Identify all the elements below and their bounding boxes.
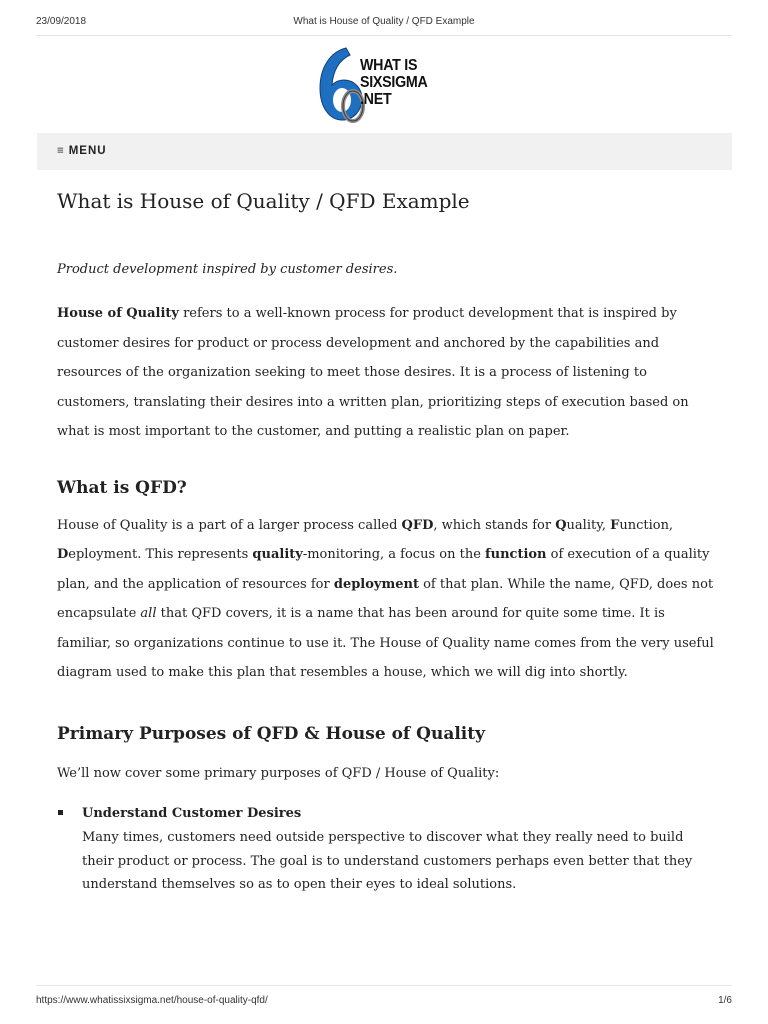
list-item xyxy=(57,802,717,897)
menu-label: MENU xyxy=(68,145,107,157)
purposes-list xyxy=(57,802,717,897)
section-heading-purposes: Primary Purposes of QFD & House of Quality xyxy=(57,723,485,744)
article-content xyxy=(57,180,717,897)
qfd-paragraph: House of Quality is a part of a larger process called QFD, which stands for Quality, Function, Deployment. This represents quality-monitoring, a focus on the function of execution of a quality plan, and the application of resources for deployment of that plan. While the name, QFD, does not encapsulate all that QFD covers, it is a name that has been around for quite some time. It is familiar, so organizations continue to use it. The House of Quality name comes from the very useful diagram used to make this plan that resembles a house, which we will dig into shortly. xyxy=(57,517,714,680)
footer-divider xyxy=(36,985,732,986)
article-tagline: Product development inspired by customer desires. xyxy=(57,262,398,277)
logo-text-line1: WHAT IS xyxy=(360,57,418,74)
intro-bold-term: House of Quality xyxy=(57,306,179,321)
hamburger-icon: ≡ xyxy=(57,145,65,157)
page-title: What is House of Quality / QFD Example xyxy=(57,189,470,213)
header-divider xyxy=(36,35,732,36)
print-document-title: What is House of Quality / QFD Example xyxy=(293,16,475,27)
bullet-icon xyxy=(58,810,63,815)
logo-text-line3: .NET xyxy=(360,91,392,108)
intro-paragraph: House of Quality refers to a well-known process for product development that is inspired by customer desires for product or process development and anchored by the capabilities and resources of the organization seeking to meet those desires. It is a process of listening to customers, translating their desires into a written plan, prioritizing steps of execution based on what is most important to the customer, and putting a realistic plan on paper. xyxy=(57,306,689,439)
menu-button[interactable] xyxy=(57,133,107,170)
logo-text-line2: SIXSIGMA xyxy=(360,74,428,91)
page-url-link[interactable]: https://www.whatissixsigma.net/house-of-quality-qfd/ xyxy=(36,995,268,1006)
purpose-description: Many times, customers need outside perspective to discover what they really need to build their product or process. The goal is to understand customers perhaps even better that they understand themselves so as to open their eyes to ideal solutions. xyxy=(82,830,693,892)
site-logo[interactable] xyxy=(312,44,462,126)
print-header xyxy=(36,16,732,32)
print-footer xyxy=(36,995,732,1011)
purposes-intro: We’ll now cover some primary purposes of QFD / House of Quality: xyxy=(57,765,500,781)
section-heading-qfd: What is QFD? xyxy=(57,477,187,498)
print-date: 23/09/2018 xyxy=(36,16,87,27)
page-number: 1/6 xyxy=(718,995,732,1006)
purpose-title: Understand Customer Desires xyxy=(82,806,302,821)
menu-bar xyxy=(37,133,732,170)
